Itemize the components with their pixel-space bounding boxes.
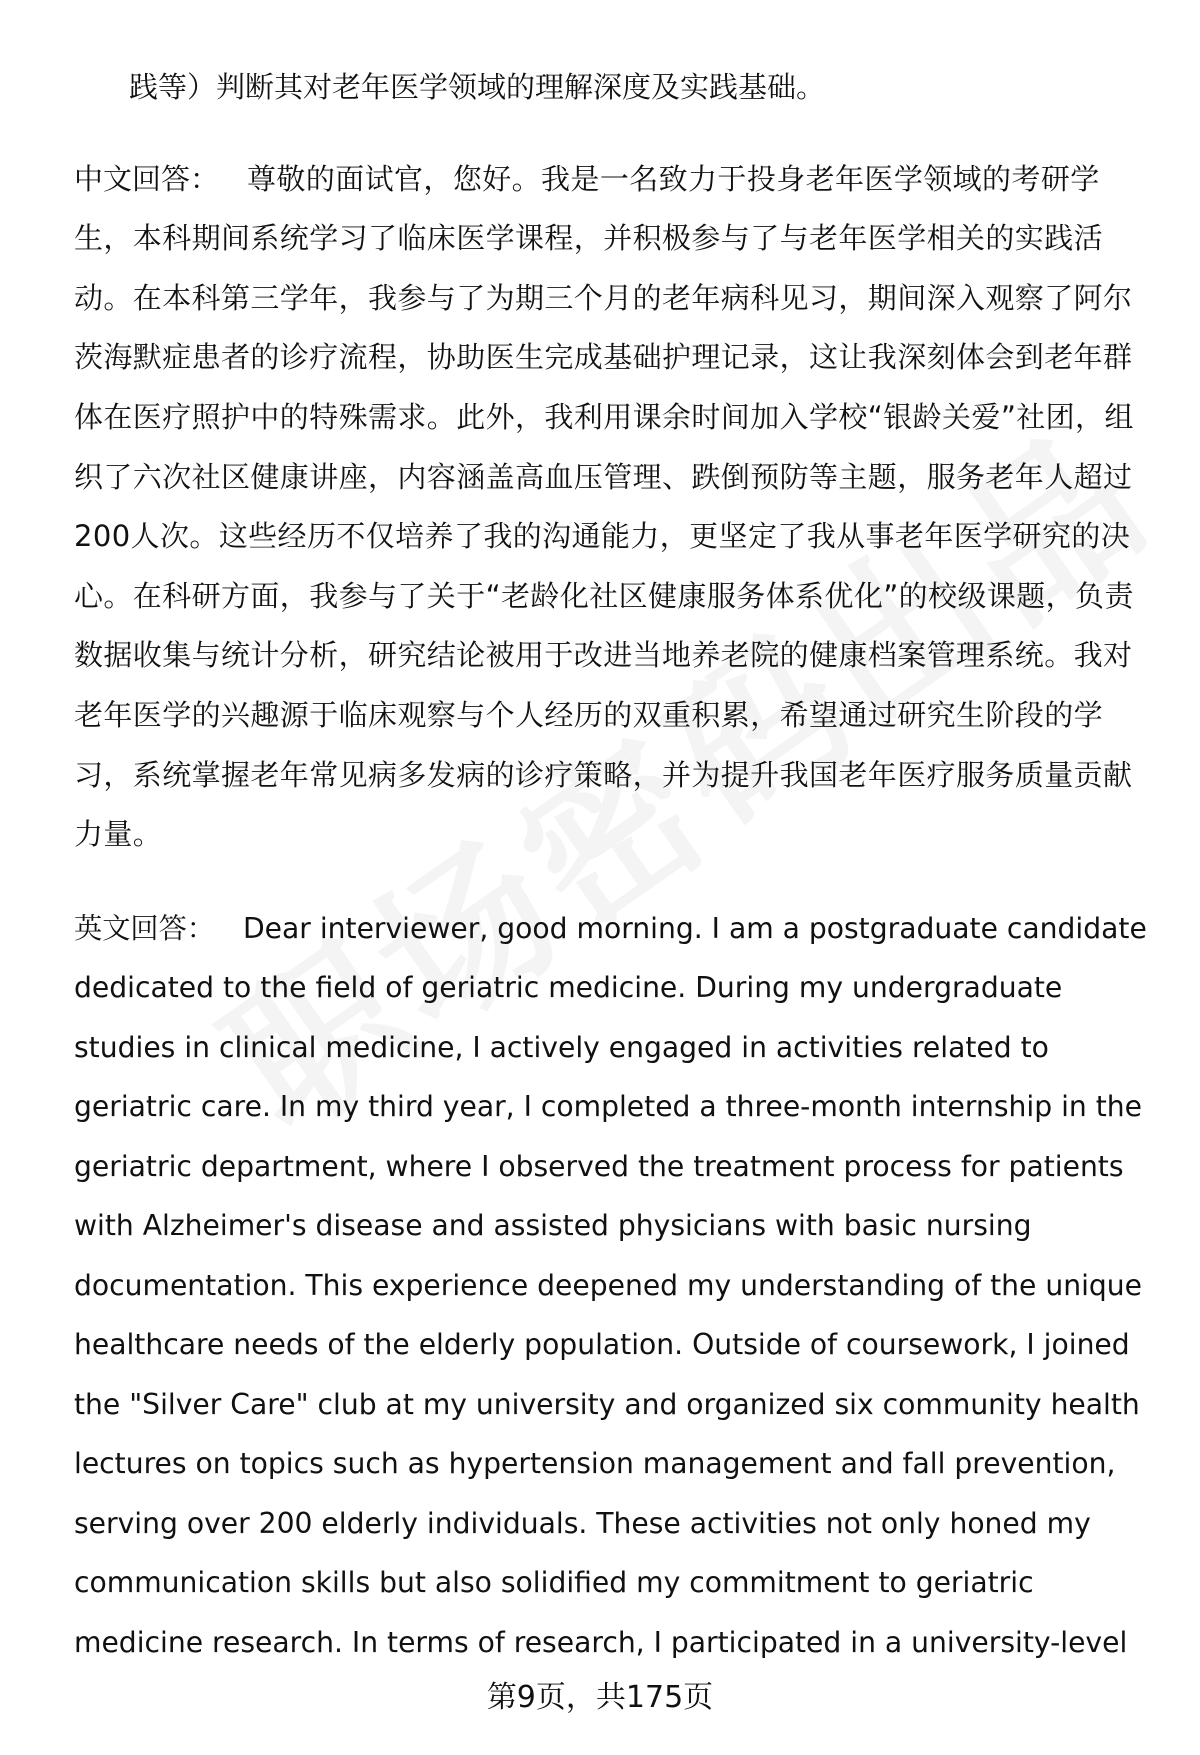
chinese-answer-text: 尊敬的面试官，您好。我是一名致力于投身老年医学领域的考研学生，本科期间系统学习了临床医学课程，并积极参与了与老年医学相关的实践活动。在本科第三学年，我参与了为期三个月的老年病科见习，期间深入观察了阿尔茨海默症患者的诊疗流程，协助医生完成基础护理记录，这让我深刻体会到老年群体在医疗照护中的特殊需求。此外，我利用课余时间加入学校“银龄关爱”社团，组织了六次社区健康讲座，内容涵盖高血压管理、跌倒预防等主题，服务老年人超过200人次。这些经历不仅培养了我的沟通能力，更坚定了我从事老年医学研究的决心。在科研方面，我参与了关于“老龄化社区健康服务体系优化”的校级课题，负责数据收集与统计分析，研究结论被用于改进当地养老院的健康档案管理系统。我对老年医学的兴趣源于临床观察与个人经历的双重积累，希望通过研究生阶段的学习，系统掌握老年常见病多发病的诊疗策略，并为提升我国老年医疗服务质量贡献力量。 xyxy=(74,161,1134,852)
page-number: 第9页，共175页 xyxy=(486,1680,714,1715)
document-body xyxy=(74,58,1154,1672)
english-answer-text: Dear interviewer, good morning. I am a postgraduate candidate dedicated to the field of geriatric medicine. During my undergraduate studies in clinical medicine, I actively engaged in activities related to geriatric care. In my third year, I completed a three-month internship in the geriatric department, where I observed the treatment process for patients with Alzheimer's disease and assisted physicians with basic nursing documentation. This experience deepened my understanding of the unique healthcare needs of the elderly population. Outside of coursework, I joined the "Silver Care" club at my university and organized six community health lectures on topics such as hypertension management and fall prevention, serving over 200 elderly individuals. These activities not only honed my communication skills but also solidified my commitment to geriatric medicine research. In terms of research, I participated in a university-level xyxy=(74,911,1147,1659)
english-answer-label: 英文回答： xyxy=(74,911,215,945)
chinese-answer-label: 中文回答： xyxy=(74,161,220,196)
intro-paragraph: 践等）判断其对老年医学领域的理解深度及实践基础。 xyxy=(129,70,826,104)
english-answer-paragraph xyxy=(74,899,1154,1673)
chinese-answer-paragraph xyxy=(74,150,1154,865)
